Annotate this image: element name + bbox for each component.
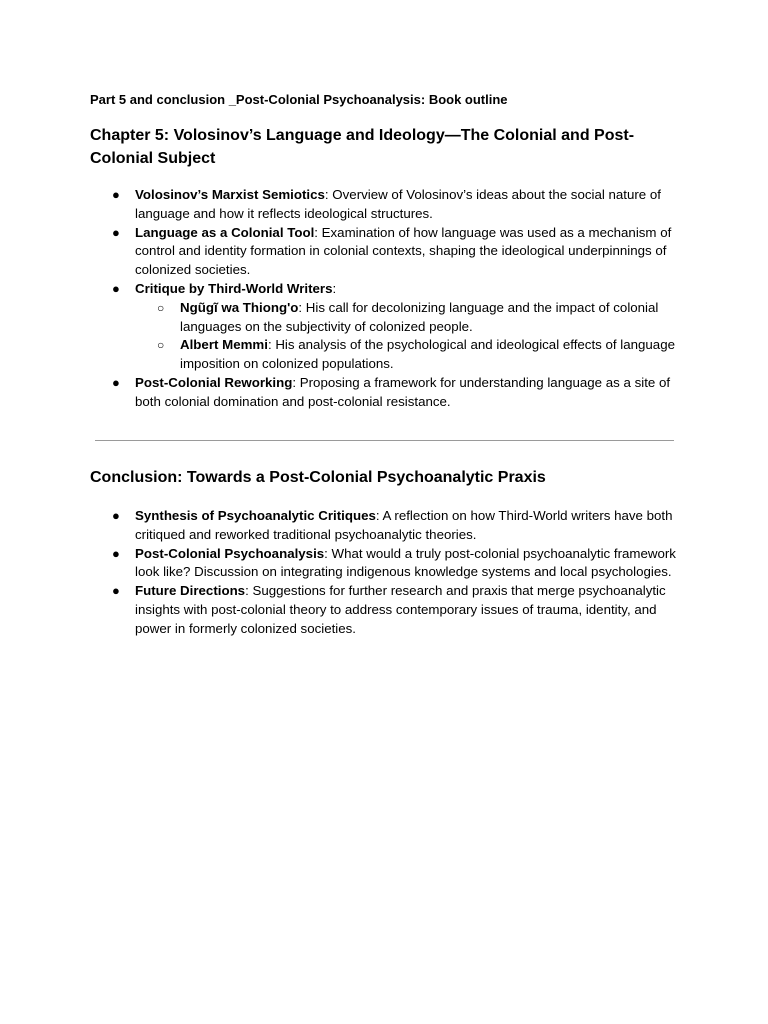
item-text: : His call for decolonizing language and the impact of colonial languages on the subjectivity of colonized people.: [180, 299, 659, 334]
bullet-icon: ●: [112, 187, 120, 202]
conclusion-list: [90, 507, 690, 639]
document-title: Part 5 and conclusion _Post-Colonial Psychoanalysis: Book outline: [90, 92, 508, 107]
list-item: [90, 280, 690, 374]
list-item: [90, 507, 690, 545]
circle-bullet-icon: ○: [157, 338, 165, 353]
list-item: [90, 186, 690, 224]
list-item: [90, 545, 690, 583]
document-body: [90, 90, 690, 412]
item-text: : Overview of Volosinov’s ideas about the social nature of language and how it reflects ideological structures.: [135, 187, 661, 221]
section-divider: [95, 440, 674, 441]
item-term: Post-Colonial Reworking: [135, 374, 293, 390]
item-term: Synthesis of Psychoanalytic Critiques: [135, 508, 376, 523]
chapter-5-list: [90, 186, 690, 412]
bullet-icon: ●: [112, 545, 120, 561]
bullet-icon: ●: [112, 583, 120, 599]
item-text: :: [332, 280, 337, 296]
item-text: : His analysis of the psychological and ideological effects of language imposition on colonized populations.: [180, 337, 675, 372]
item-term: Volosinov’s Marxist Semiotics: [135, 187, 325, 202]
sub-list-item: [135, 336, 690, 374]
circle-bullet-icon: ○: [157, 300, 165, 315]
item-text: : Examination of how language was used as a mechanism of control and identity formation in colonial contexts, shaping the ideological underpinnings of colonized societies.: [135, 224, 672, 278]
conclusion-heading: Conclusion: Towards a Post-Colonial Psychoanalytic Praxis: [90, 469, 546, 486]
list-item: [90, 224, 690, 280]
list-item: [90, 374, 690, 412]
item-term: Future Directions: [135, 583, 246, 599]
item-term: Language as a Colonial Tool: [135, 224, 315, 240]
bullet-icon: ●: [112, 508, 120, 523]
item-text: : What would a truly post-colonial psychoanalytic framework look like? Discussion on integrating indigenous knowledge systems and local psychologies.: [135, 545, 676, 580]
item-term: Critique by Third-World Writers: [135, 280, 333, 296]
item-term: Albert Memmi: [180, 337, 268, 353]
bullet-icon: ●: [112, 374, 120, 390]
sub-list-item: [135, 299, 690, 337]
conclusion-section: [90, 466, 690, 639]
chapter-5-heading: Chapter 5: Volosinov’s Language and Ideology—The Colonial and Post-Colonial Subject: [90, 127, 635, 167]
item-text: : Proposing a framework for understanding language as a site of both colonial domination and post-colonial resistance.: [135, 374, 671, 409]
list-item: [90, 582, 690, 638]
sub-list: [135, 299, 690, 374]
item-text: : Suggestions for further research and praxis that merge psychoanalytic insights with post-colonial theory to address contemporary issues of trauma, identity, and power in formerly colonized societies.: [135, 583, 666, 636]
bullet-icon: ●: [112, 224, 120, 240]
item-term: Ngũgĩ wa Thiong'o: [180, 299, 299, 315]
item-term: Post-Colonial Psychoanalysis: [135, 545, 325, 561]
item-text: : A reflection on how Third-World writers have both critiqued and reworked traditional psychoanalytic theories.: [135, 508, 673, 542]
bullet-icon: ●: [112, 280, 120, 296]
